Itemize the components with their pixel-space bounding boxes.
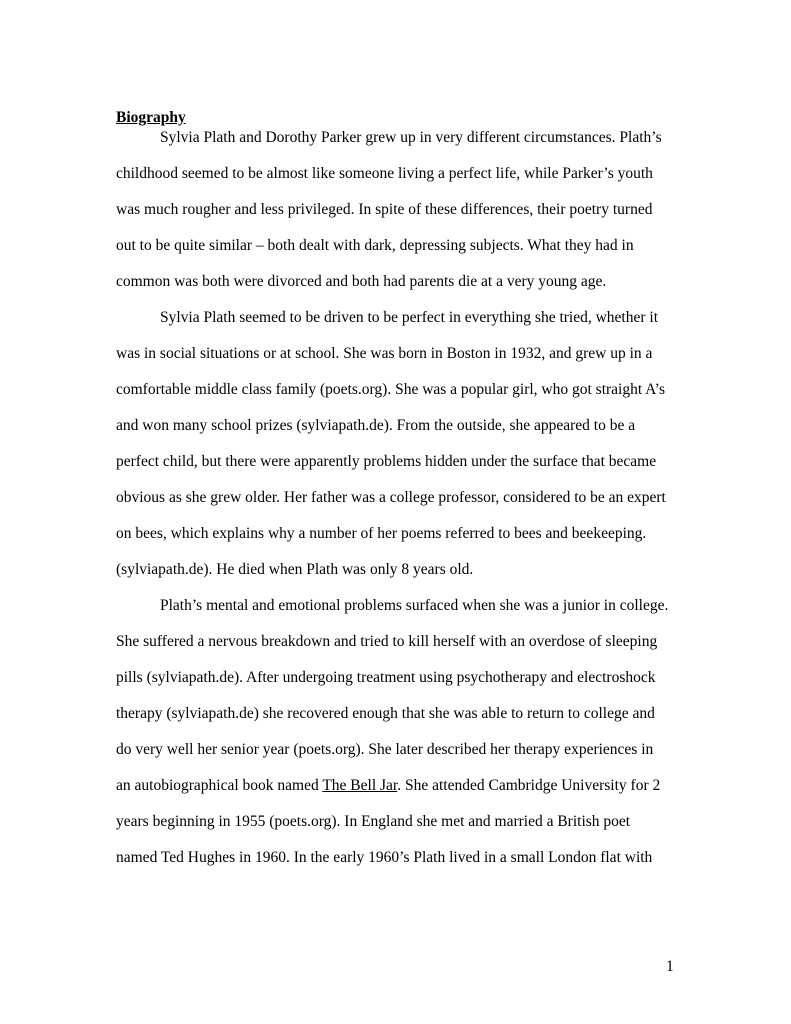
book-title: The Bell Jar [322, 777, 398, 794]
paragraph-2-line-7: on bees, which explains why a number of her poems referred to bees and beekeeping. [116, 525, 647, 542]
paragraph-1-line-2: childhood seemed to be almost like someone living a perfect life, while Parker’s youth [116, 165, 653, 182]
paragraph-3-line-5: do very well her senior year (poets.org). She later described her therapy experiences in [116, 741, 654, 758]
paragraph-3-line-2: She suffered a nervous breakdown and tried to kill herself with an overdose of sleeping [116, 633, 658, 650]
line-text-after-title: . She attended Cambridge University for 2 [397, 777, 661, 794]
paragraph-3-line-8: named Ted Hughes in 1960. In the early 1960’s Plath lived in a small London flat with [116, 849, 653, 866]
paragraph-1-line-1: Sylvia Plath and Dorothy Parker grew up in very different circumstances. Plath’s [160, 129, 662, 146]
section-heading: Biography [116, 109, 186, 126]
paragraph-3-line-4: therapy (sylviapath.de) she recovered enough that she was able to return to college and [116, 705, 655, 722]
line-text-before-title: an autobiographical book named [116, 777, 323, 794]
page-number: 1 [666, 958, 674, 975]
paragraph-1-line-4: out to be quite similar – both dealt with dark, depressing subjects. What they had in [116, 237, 634, 254]
paragraph-2-line-3: comfortable middle class family (poets.org). She was a popular girl, who got straight A’s [116, 381, 666, 398]
paragraph-3-line-3: pills (sylviapath.de). After undergoing treatment using psychotherapy and electroshock [116, 669, 656, 686]
paragraph-2-line-8: (sylviapath.de). He died when Plath was only 8 years old. [116, 561, 474, 578]
paragraph-2-line-2: was in social situations or at school. She was born in Boston in 1932, and grew up in a [116, 345, 653, 362]
paragraph-3-line-1: Plath’s mental and emotional problems surfaced when she was a junior in college. [160, 597, 669, 614]
paragraph-3-line-7: years beginning in 1955 (poets.org). In England she met and married a British poet [116, 813, 631, 830]
paragraph-2-line-5: perfect child, but there were apparently problems hidden under the surface that became [116, 453, 657, 470]
paragraph-1-line-5: common was both were divorced and both had parents die at a very young age. [116, 273, 607, 290]
paragraph-2-line-1: Sylvia Plath seemed to be driven to be perfect in everything she tried, whether it [160, 309, 659, 326]
paragraph-3-line-6 [116, 776, 660, 796]
paragraph-1-line-3: was much rougher and less privileged. In spite of these differences, their poetry turned [116, 201, 653, 218]
paragraph-2-line-4: and won many school prizes (sylviapath.de). From the outside, she appeared to be a [116, 417, 636, 434]
paragraph-2-line-6: obvious as she grew older. Her father was a college professor, considered to be an expert [116, 489, 666, 506]
